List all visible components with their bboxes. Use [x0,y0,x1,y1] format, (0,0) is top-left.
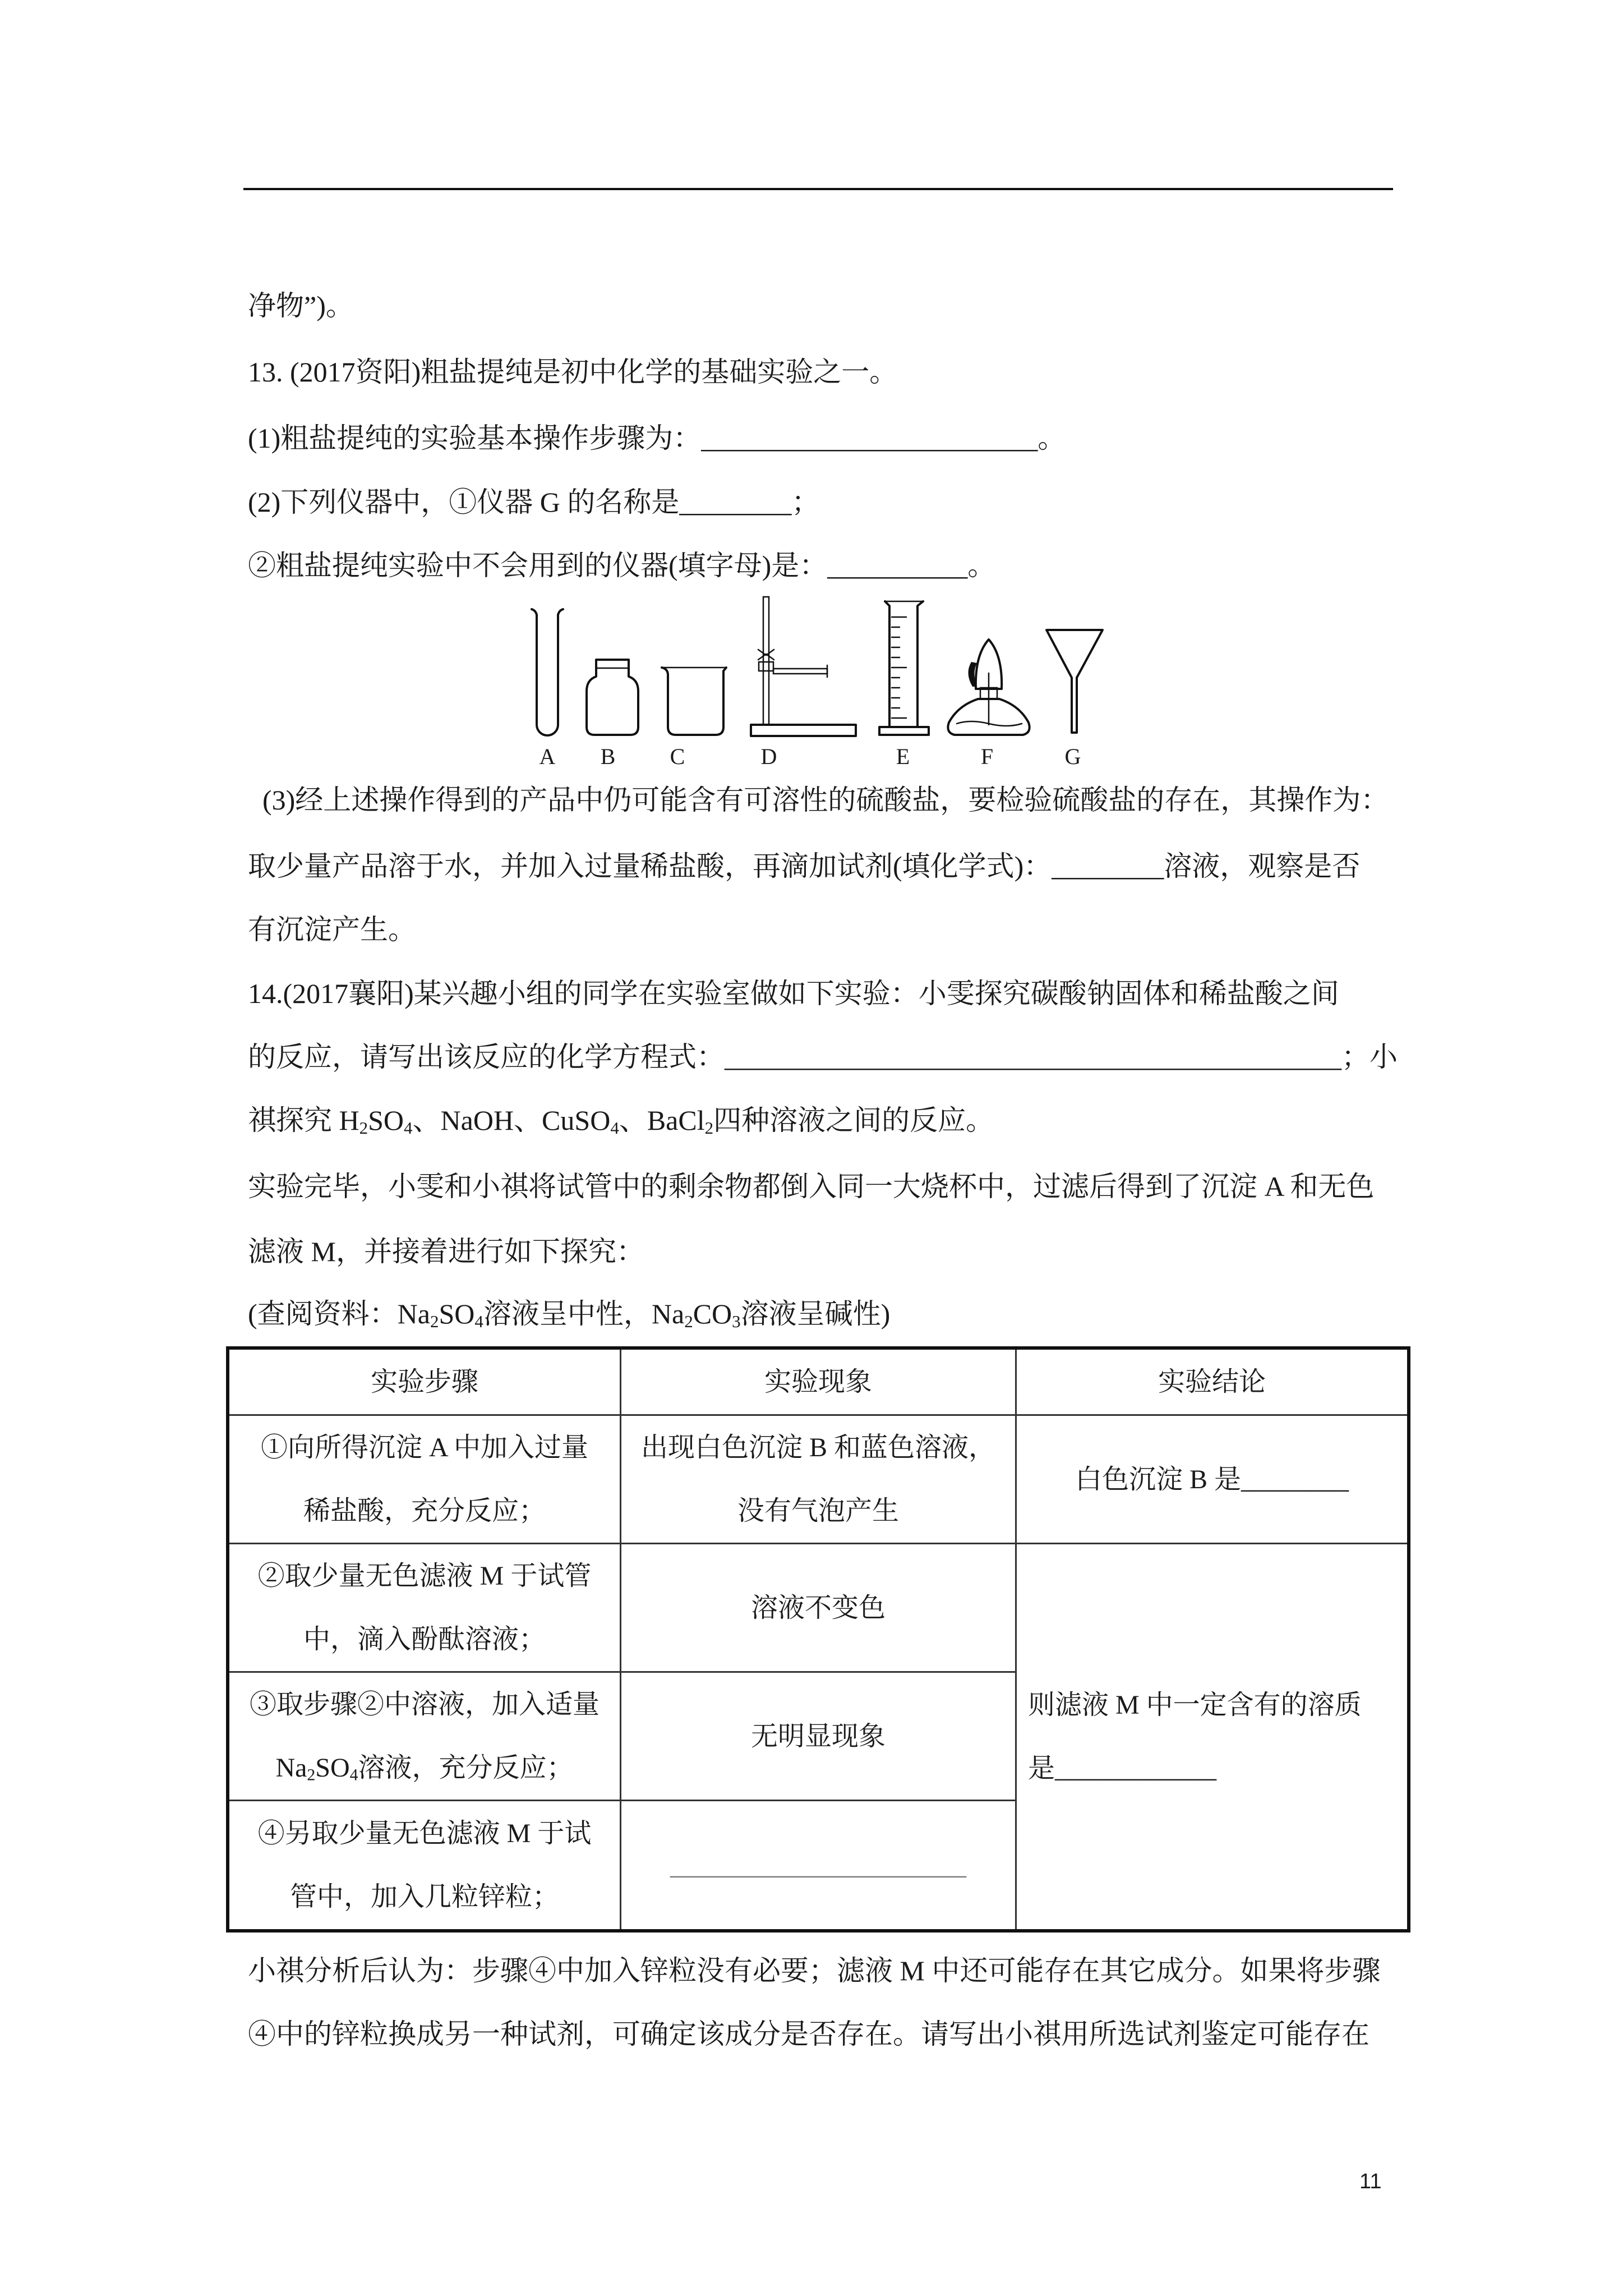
cell-line: ①向所得沉淀 A 中加入过量 [260,1433,589,1462]
text-run: 祺探究 H [248,1105,359,1136]
table-cell-step [229,1416,621,1544]
header-rule [243,188,1393,190]
iron-stand-icon [751,597,856,736]
cell-line: ④另取少量无色滤液 M 于试 [257,1819,592,1848]
cell-line: 是____________ [1028,1754,1217,1783]
text-run: Na [275,1753,307,1783]
figure-label-c: C [670,744,685,769]
text-run: 溶液，充分反应； [358,1753,574,1783]
cell-line: 中，滴入酚酞溶液； [303,1625,546,1654]
subscript: 3 [732,1311,741,1331]
text-run: 、BaCl [619,1105,705,1136]
table-cell-phenomenon [621,1544,1017,1673]
header-phenomenon: 实验现象 [764,1367,872,1397]
q14-intro-line1: 14.(2017襄阳)某兴趣小组的同学在实验室做如下实验：小雯探究碳酸钠固体和稀盐酸之间 [248,978,1339,1009]
beaker-icon [662,668,726,735]
text-run: SO [368,1105,404,1136]
subscript: 4 [404,1117,413,1138]
q13-part3-line2: 取少量产品溶于水，并加入过量稀盐酸，再滴加试剂(填化学式)：________溶液，观察是否 [248,850,1361,882]
figure-label-e: E [896,744,910,769]
text-run: 四种溶液之间的反应。 [713,1105,994,1136]
q14-intro-line5: 滤液 M，并接着进行如下探究： [248,1236,644,1267]
q13-part1: (1)粗盐提纯的实验基本操作步骤为：________________________。 [248,422,1066,454]
q13-title: 13. (2017资阳)粗盐提纯是初中化学的基础实验之一。 [248,356,898,388]
page-number: 11 [1359,2170,1382,2193]
text-run: 溶液呈中性，Na [483,1298,685,1329]
subscript: 2 [704,1117,714,1138]
cell-line: ②取少量无色滤液 M 于试管 [257,1561,592,1591]
q14-intro-line2: 的反应，请写出该反应的化学方程式：____________________________________________；小 [248,1041,1398,1073]
q14-after-line1: 小祺分析后认为：步骤④中加入锌粒没有必要；滤液 M 中还可能存在其它成分。如果将步骤 [248,1955,1381,1986]
text-run: 、NaOH、CuSO [412,1105,611,1136]
figure-label-g: G [1064,744,1081,769]
subscript: 2 [359,1117,368,1138]
table-header-cell [621,1350,1017,1416]
table-cell-conclusion [1017,1416,1407,1544]
continuation-text: 净物”)。 [248,290,354,321]
subscript: 4 [474,1311,483,1331]
cell-line: 白色沉淀 B 是________ [1075,1464,1349,1494]
figure-label-d: D [760,744,777,769]
table-cell-phenomenon [621,1416,1017,1544]
cell-line: 管中，加入几粒锌粒； [289,1882,559,1912]
table-cell-phenomenon [621,1673,1017,1801]
table-header-cell [229,1350,621,1416]
q13-part2b: ②粗盐提纯实验中不会用到的仪器(填字母)是：__________。 [248,550,996,581]
figure-label-b: B [600,744,616,769]
text-run: (查阅资料：Na [248,1298,430,1329]
graduated-cylinder-icon [879,601,929,735]
table-cell-merged-conclusion [1017,1544,1407,1929]
text-run: SO [315,1753,350,1783]
answer-blank: ______________________ [670,1850,966,1880]
text-run: 溶液呈碱性) [740,1298,891,1329]
cell-line: 则滤液 M 中一定含有的溶质 [1028,1690,1362,1720]
cell-line [275,1736,573,1800]
funnel-icon [1046,630,1103,733]
table-header-cell [1017,1350,1407,1416]
table-cell-step [229,1673,621,1801]
header-conclusion: 实验结论 [1158,1367,1266,1397]
subscript: 4 [610,1117,619,1138]
figure-label-a: A [539,744,556,769]
cell-line: 溶液不变色 [750,1593,886,1623]
figure-label-f: F [980,744,994,769]
cell-line: ③取步骤②中溶液，加入适量 [249,1690,600,1719]
q14-after-line2: ④中的锌粒换成另一种试剂，可确定该成分是否存在。请写出小祺用所选试剂鉴定可能存在 [248,2018,1370,2050]
subscript: 4 [349,1765,358,1784]
apparatus-figure [522,589,1122,774]
q13-part3-line3: 有沉淀产生。 [248,914,416,945]
q13-part2: (2)下列仪器中，①仪器 G 的名称是________； [248,486,820,518]
subscript: 2 [684,1311,693,1331]
table-cell-step [229,1801,621,1929]
q13-part3-line1: (3)经上述操作得到的产品中仍可能含有可溶性的硫酸盐，要检验硫酸盐的存在，其操作为： [262,784,1389,816]
table-cell-phenomenon [621,1801,1017,1929]
subscript: 2 [307,1765,316,1784]
text-run: CO [693,1298,732,1329]
cell-line: 没有气泡产生 [737,1496,899,1526]
q14-intro-line3 [248,1103,994,1137]
table-cell-step [229,1544,621,1673]
cell-line: 无明显现象 [750,1721,886,1751]
q14-reference-note [248,1297,890,1331]
text-run: SO [439,1298,475,1329]
alcohol-lamp-icon [948,639,1029,735]
cell-line: 出现白色沉淀 B 和蓝色溶液， [640,1433,996,1462]
experiment-table [226,1346,1410,1932]
header-steps: 实验步骤 [370,1367,478,1397]
q14-intro-line4: 实验完毕，小雯和小祺将试管中的剩余物都倒入同一大烧杯中，过滤后得到了沉淀 A 和无色 [248,1171,1375,1202]
test-tube-icon [532,609,563,735]
subscript: 2 [430,1311,439,1331]
wide-mouth-bottle-icon [587,660,638,735]
cell-line: 稀盐酸，充分反应； [303,1496,546,1526]
